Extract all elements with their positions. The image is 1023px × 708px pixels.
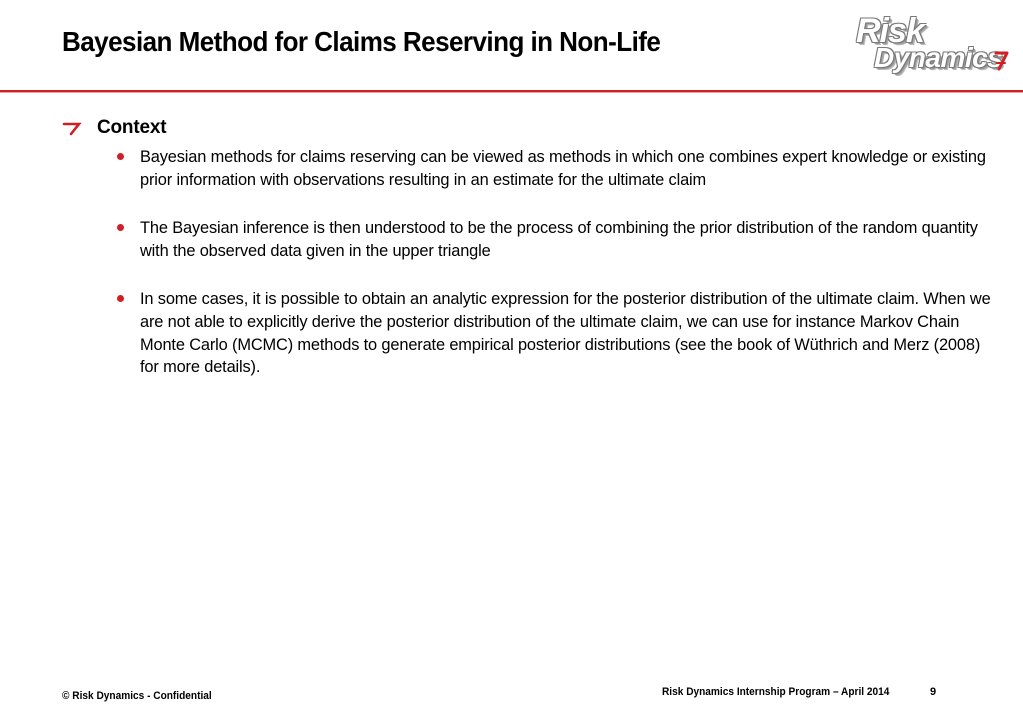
title-divider xyxy=(0,90,1023,93)
bullet-dot-icon xyxy=(117,224,124,231)
bullet-item xyxy=(62,217,992,262)
bullet-dot-icon xyxy=(117,295,124,302)
page-number: 9 xyxy=(930,686,937,698)
risk-dynamics-logo xyxy=(852,12,1012,78)
bullet-text: The Bayesian inference is then understood to be the process of combining the prior distribution of the random quantity with the observed data given in the upper triangle xyxy=(140,219,978,260)
section-heading: Context xyxy=(97,117,167,138)
bullet-text: Bayesian methods for claims reserving can be viewed as methods in which one combines expert knowledge or existing prior information with observations resulting in an estimate for the ultimate claim xyxy=(140,148,986,189)
bullet-dot-icon xyxy=(117,153,124,160)
context-section xyxy=(62,116,992,405)
footer-copyright: © Risk Dynamics - Confidential xyxy=(62,690,212,702)
logo-word-risk: Risk xyxy=(856,12,924,50)
footer-program: Risk Dynamics Internship Program – April 2014 xyxy=(662,686,890,698)
bullet-item xyxy=(62,288,992,378)
bullet-list xyxy=(62,146,992,379)
section-header xyxy=(62,116,992,140)
risk-dynamics-swoosh-icon xyxy=(994,50,1010,72)
bullet-item xyxy=(62,146,992,191)
red-chevron-arrow-icon xyxy=(62,120,82,136)
slide-title: Bayesian Method for Claims Reserving in Non-Life xyxy=(62,26,661,57)
logo-word-dynamics: Dynamics xyxy=(874,42,1003,73)
bullet-text: In some cases, it is possible to obtain an analytic expression for the posterior distribution of the ultimate claim. When we are not able to explicitly derive the posterior distribution of the ultimate claim, we can use for instance Markov Chain Monte Carlo (MCMC) methods to generate empirical posterior distributions (see the book of Wüthrich and Merz (2008) for more details). xyxy=(140,290,991,377)
